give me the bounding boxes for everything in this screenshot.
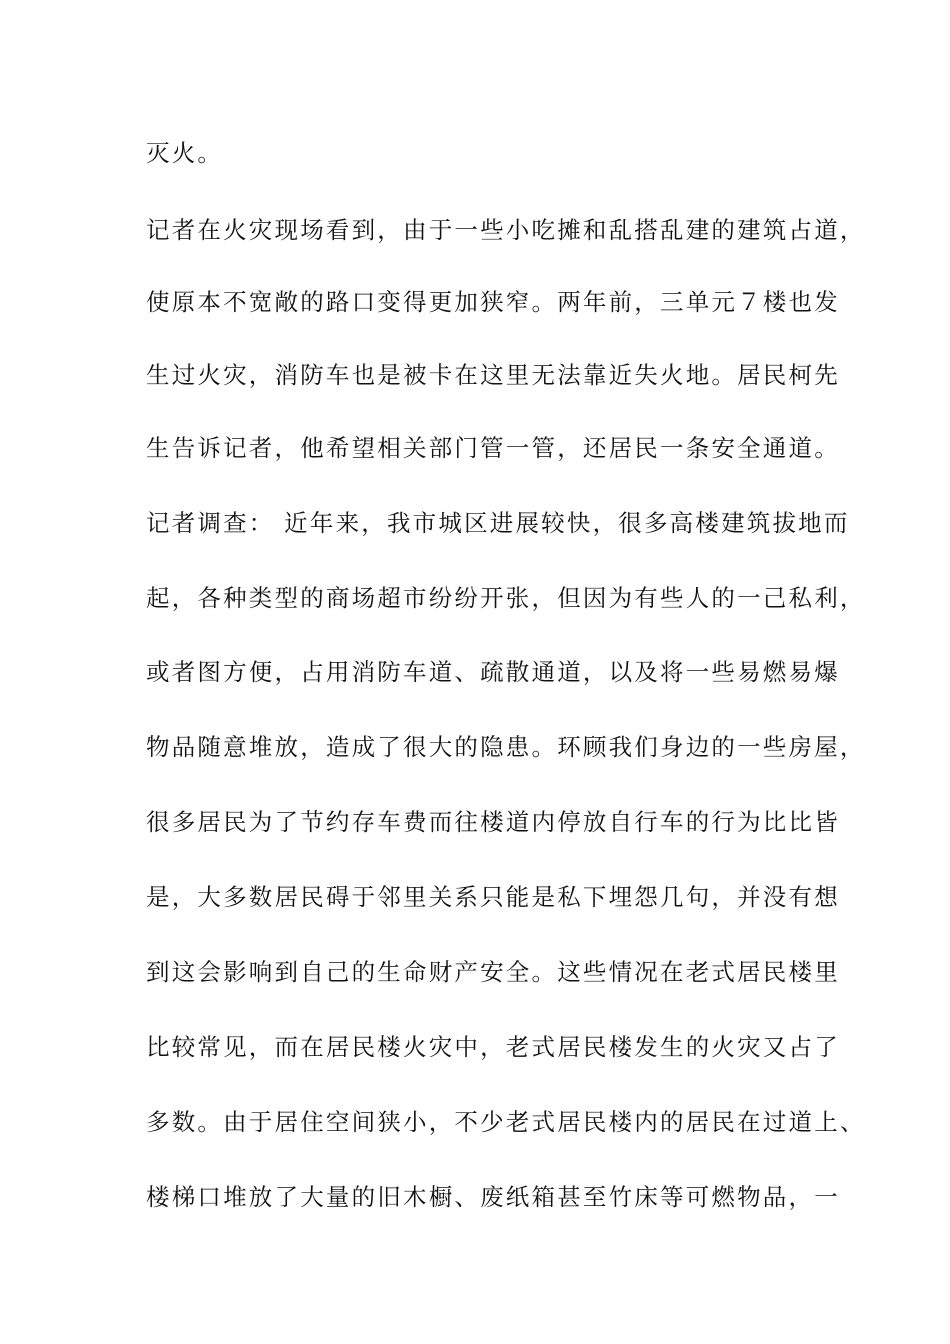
text-line: 使原本不宽敞的路口变得更加狭窄。两年前，三单元７楼也发 <box>146 288 840 316</box>
text-line: 生告诉记者，他希望相关部门管一管，还居民一条安全通道。 <box>146 434 840 462</box>
text-line: 记者在火灾现场看到，由于一些小吃摊和乱搭乱建的建筑占道， <box>146 216 866 244</box>
text-line: 楼梯口堆放了大量的旧木橱、废纸箱甚至竹床等可燃物品，一 <box>146 1183 840 1211</box>
text-line: 比较常见，而在居民楼火灾中，老式居民楼发生的火灾又占了 <box>146 1033 840 1061</box>
text-line: 多数。由于居住空间狭小，不少老式居民楼内的居民在过道上、 <box>146 1108 866 1136</box>
text-line: 记者调查： 近年来，我市城区进展较快，很多高楼建筑拔地而 <box>146 509 850 537</box>
text-line: 或者图方便，占用消防车道、疏散通道，以及将一些易燃易爆 <box>146 658 840 686</box>
text-line: 很多居民为了节约存车费而往楼道内停放自行车的行为比比皆 <box>146 808 840 836</box>
text-line: 起，各种类型的商场超市纷纷开张，但因为有些人的一己私利， <box>146 584 866 612</box>
text-line: 生过火灾，消防车也是被卡在这里无法靠近失火地。居民柯先 <box>146 361 840 389</box>
text-line: 灭火。 <box>146 139 224 167</box>
text-line: 是，大多数居民碍于邻里关系只能是私下埋怨几句，并没有想 <box>146 883 840 911</box>
text-line: 到这会影响到自己的生命财产安全。这些情况在老式居民楼里 <box>146 958 840 986</box>
text-line: 物品随意堆放，造成了很大的隐患。环顾我们身边的一些房屋， <box>146 733 866 761</box>
